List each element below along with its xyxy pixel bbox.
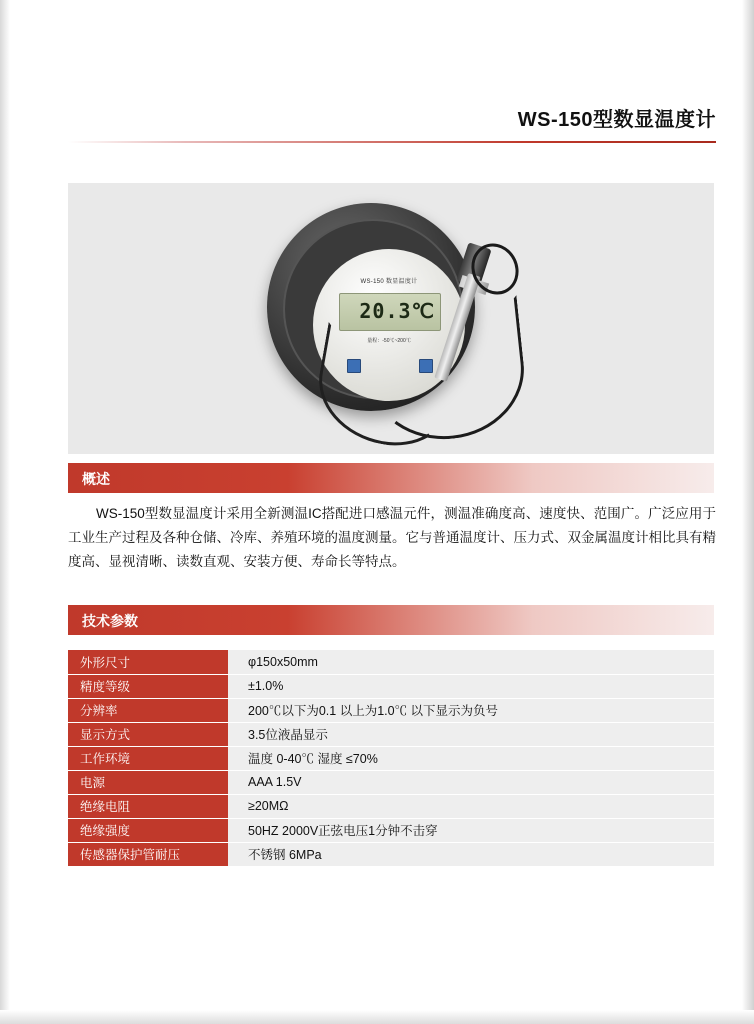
title-divider xyxy=(68,141,716,143)
page-edge-shadow-left xyxy=(0,0,10,1024)
spec-value: 3.5位液晶显示 xyxy=(228,722,714,746)
product-photo xyxy=(68,183,714,454)
lcd-reading: 20.3℃ xyxy=(359,299,435,323)
table-row xyxy=(68,722,714,746)
page-edge-shadow-bottom xyxy=(0,1010,754,1024)
table-row xyxy=(68,770,714,794)
spec-value: AAA 1.5V xyxy=(228,770,714,794)
spec-key: 显示方式 xyxy=(68,722,228,746)
spec-value: 200℃以下为0.1 以上为1.0℃ 以下显示为负号 xyxy=(228,698,714,722)
spec-value: 不锈钢 6MPa xyxy=(228,842,714,866)
table-row xyxy=(68,818,714,842)
spec-key: 传感器保护管耐压 xyxy=(68,842,228,866)
table-row xyxy=(68,794,714,818)
spec-key: 分辨率 xyxy=(68,698,228,722)
spec-value: ±1.0% xyxy=(228,674,714,698)
spec-value: 50HZ 2000V正弦电压1分钟不击穿 xyxy=(228,818,714,842)
table-row xyxy=(68,650,714,674)
spec-key: 工作环境 xyxy=(68,746,228,770)
gauge-range-label: 量程：-50℃~200℃ xyxy=(367,338,411,344)
spec-value: ≥20MΩ xyxy=(228,794,714,818)
section-header-overview xyxy=(68,463,714,493)
table-row xyxy=(68,842,714,866)
spec-value: φ150x50mm xyxy=(228,650,714,674)
spec-key: 外形尺寸 xyxy=(68,650,228,674)
page-edge-shadow-right xyxy=(742,0,754,1024)
section-header-specs-label: 技术参数 xyxy=(82,613,138,629)
section-header-overview-label: 概述 xyxy=(82,471,110,487)
page-title: WS-150型数显温度计 xyxy=(517,109,716,131)
spec-key: 绝缘电阻 xyxy=(68,794,228,818)
spec-key: 电源 xyxy=(68,770,228,794)
spec-table xyxy=(68,650,714,867)
overview-body-text: WS-150型数显温度计采用全新测温IC搭配进口感温元件，测温准确度高、速度快、范围广。广泛应用于工业生产过程及各种仓储、冷库、养殖环境的温度测量。它与普通温度计、压力式、双金属温度计相比具有精度高、显视清晰、读数直观、安装方便、寿命长等特点。 xyxy=(68,506,716,569)
spec-key: 精度等级 xyxy=(68,674,228,698)
table-row xyxy=(68,698,714,722)
section-header-specs xyxy=(68,605,714,635)
gauge-brand-label: WS-150 数显温度计 xyxy=(360,279,418,285)
spec-value: 温度 0-40℃ 湿度 ≤70% xyxy=(228,746,714,770)
spec-key: 绝缘强度 xyxy=(68,818,228,842)
table-row xyxy=(68,674,714,698)
table-row xyxy=(68,746,714,770)
